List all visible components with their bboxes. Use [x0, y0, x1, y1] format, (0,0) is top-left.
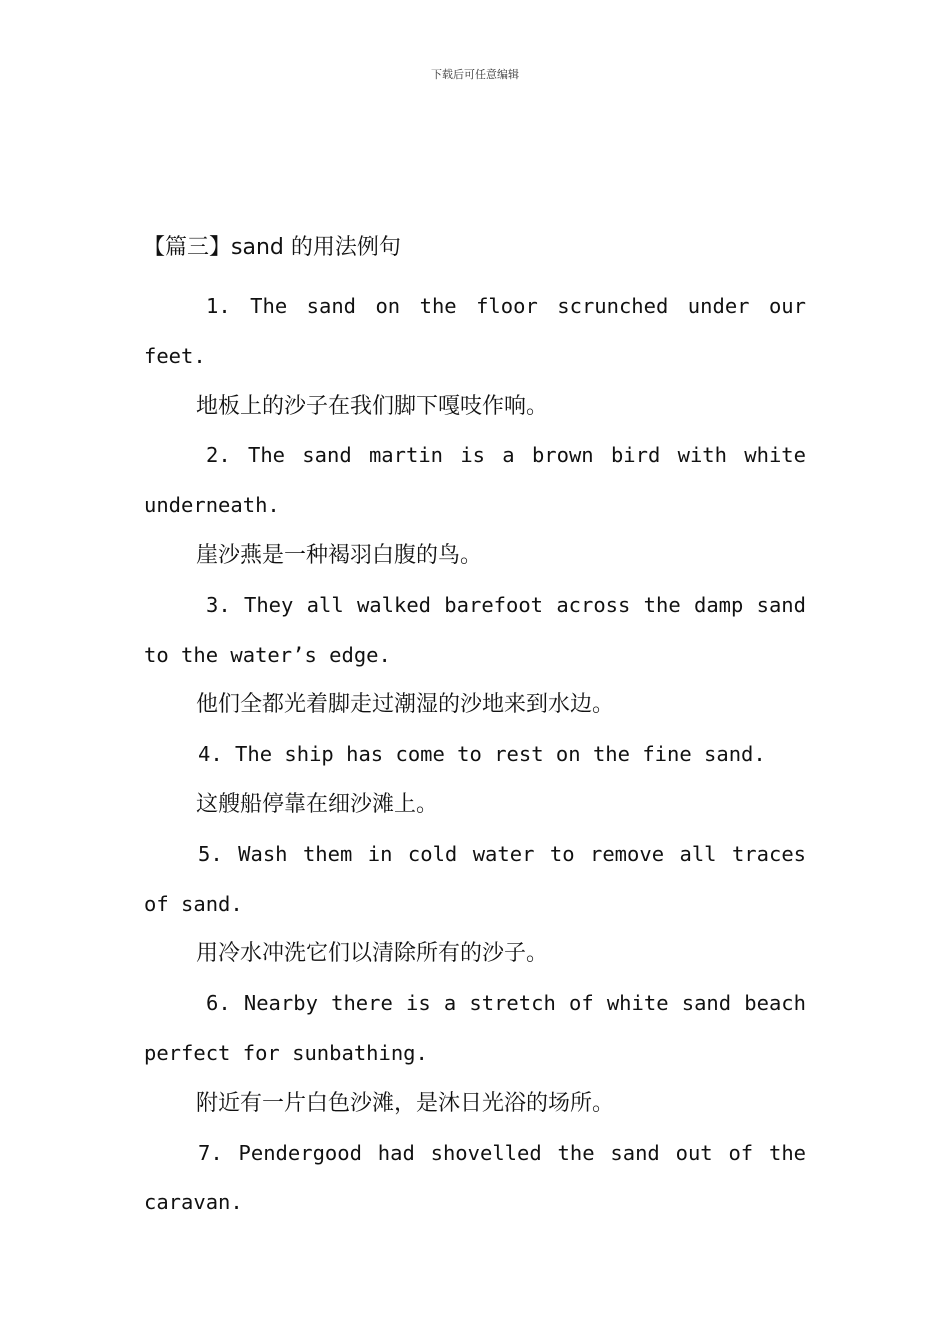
- example-6-zh: 附近有一片白色沙滩，是沐日光浴的场所。: [196, 1090, 615, 1116]
- example-4-zh: 这艘船停靠在细沙滩上。: [196, 791, 439, 817]
- example-5-zh: 用冷水冲洗它们以清除所有的沙子。: [196, 941, 549, 967]
- example-1-en: 1. The sand on the floor scrunched under our feet.: [144, 294, 806, 368]
- page-header: 下载后可任意编辑: [431, 68, 519, 81]
- example-4-en: 4. The ship has come to rest on the fine sand.: [198, 742, 766, 767]
- example-7-en: 7. Pendergood had shovelled the sand out of the caravan.: [144, 1140, 806, 1215]
- example-2-zh: 崖沙燕是一种褐羽白腹的鸟。: [196, 542, 483, 568]
- example-5-en: 5. Wash them in cold water to remove all traces of sand.: [144, 841, 806, 916]
- example-1-zh: 地板上的沙子在我们脚下嘎吱作响。: [196, 393, 549, 419]
- section-heading: 【篇三】sand 的用法例句: [143, 235, 401, 260]
- example-3-zh: 他们全都光着脚走过潮湿的沙地来到水边。: [196, 692, 615, 718]
- examples-body: [144, 282, 806, 1228]
- example-6-en: 6. Nearby there is a stretch of white sand beach perfect for sunbathing.: [144, 991, 806, 1065]
- example-2-en: 2. The sand martin is a brown bird with white underneath.: [144, 443, 806, 518]
- example-3-en: 3. They all walked barefoot across the damp sand to the water’s edge.: [144, 592, 806, 667]
